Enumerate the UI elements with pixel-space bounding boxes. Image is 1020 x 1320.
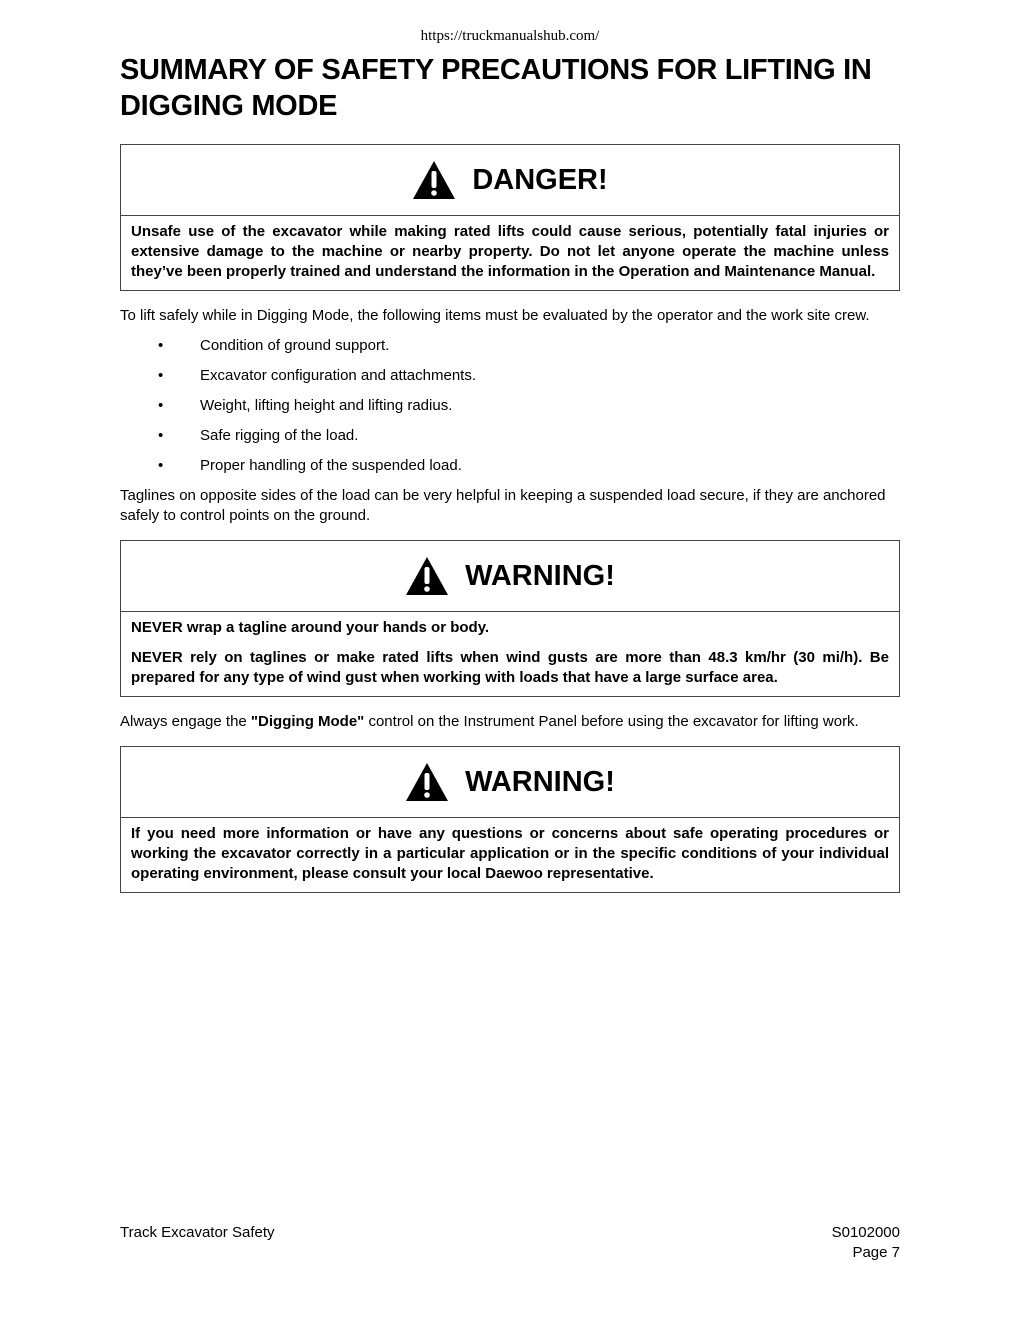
- warning-title: WARNING!: [465, 559, 615, 592]
- bullet-marker: •: [158, 337, 164, 354]
- danger-title: DANGER!: [472, 163, 608, 196]
- list-item: • Safe rigging of the load.: [158, 427, 359, 444]
- danger-text: Unsafe use of the excavator while making rated lifts could cause serious, potentially fatal injuries or extensive damage to the machine or nearby property. Do not let anyone operate the machine unless they’ve been properly trained and understand the information in the Operation and Maintenance Manual.: [131, 223, 889, 280]
- bullet-marker: •: [158, 427, 164, 444]
- warning-triangle-icon: [405, 762, 449, 802]
- page-content: [120, 52, 900, 893]
- list-item: • Excavator configuration and attachments.: [158, 367, 476, 384]
- footer-doc-code: S0102000: [831, 1224, 900, 1241]
- digging-mode-paragraph: Always engage the "Digging Mode" control on the Instrument Panel before using the excavator for lifting work.: [120, 713, 859, 730]
- intro-paragraph: To lift safely while in Digging Mode, the following items must be evaluated by the operator and the work site crew.: [120, 307, 870, 324]
- warning-box-header: [121, 541, 899, 612]
- footer-page-info: [832, 1223, 900, 1263]
- warning-line-2: NEVER rely on taglines or make rated lifts when wind gusts are more than 48.3 km/hr (30 mi/h). Be prepared for any type of wind gust when working with loads that have a large surface area.: [131, 649, 889, 686]
- bullet-marker: •: [158, 457, 164, 474]
- warning-box-body: [121, 818, 899, 892]
- header-url: https://truckmanualshub.com/: [420, 28, 600, 44]
- footer-page-number: Page 7: [852, 1244, 900, 1261]
- warning-triangle-icon: [405, 556, 449, 596]
- warning-text: If you need more information or have any questions or concerns about safe operating procedures or working the excavator correctly in a particular application or in the specific conditions of your individual operating environment, please consult your local Daewoo representative.: [131, 825, 889, 882]
- warning-box-header: [121, 747, 899, 818]
- evaluation-list: [120, 336, 900, 476]
- danger-box-body: [121, 216, 899, 290]
- list-item: • Weight, lifting height and lifting radius.: [158, 397, 453, 414]
- bullet-marker: •: [158, 367, 164, 384]
- danger-box: [120, 144, 900, 291]
- list-item: • Proper handling of the suspended load.: [158, 457, 462, 474]
- page-title: SUMMARY OF SAFETY PRECAUTIONS FOR LIFTING IN DIGGING MODE: [120, 54, 872, 122]
- warning-box-taglines: [120, 540, 900, 697]
- warning-box-consult: [120, 746, 900, 893]
- bullet-marker: •: [158, 397, 164, 414]
- warning-box-body: [121, 612, 899, 696]
- footer-manual-name: Track Excavator Safety: [120, 1224, 275, 1241]
- taglines-paragraph: Taglines on opposite sides of the load can be very helpful in keeping a suspended load secure, if they are anchored safely to control points on the ground.: [120, 487, 886, 524]
- warning-triangle-icon: [412, 160, 456, 200]
- warning-title: WARNING!: [465, 765, 615, 798]
- list-item: • Condition of ground support.: [158, 337, 390, 354]
- warning-line-1: NEVER wrap a tagline around your hands or body.: [131, 619, 490, 636]
- danger-box-header: [121, 145, 899, 216]
- digging-mode-label: "Digging Mode": [250, 713, 365, 730]
